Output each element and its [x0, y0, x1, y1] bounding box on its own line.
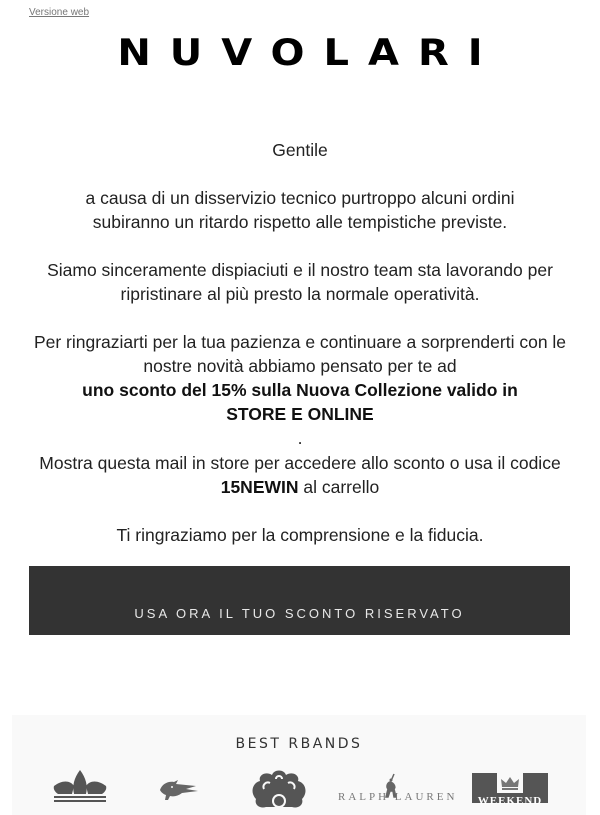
brand-logo[interactable]: NUVOLARI [117, 31, 502, 75]
lacoste-crocodile-icon [156, 778, 200, 802]
use-discount-button[interactable] [29, 566, 570, 635]
brand-lacoste[interactable] [156, 778, 200, 802]
code-end: al carrello [303, 477, 380, 497]
web-version-link[interactable]: Versione web [29, 7, 90, 18]
greeting: Gentile [272, 140, 328, 160]
adidas-trefoil-icon [50, 768, 110, 802]
paragraph-apology: Siamo sinceramente dispiaciuti e il nostro team sta lavorando per ripristinare al più presto la normale operatività. [47, 260, 553, 304]
brands-section [12, 715, 586, 815]
paragraph-delay: a causa di un disservizio tecnico purtroppo alcuni ordini subiranno un ritardo rispetto alle tempistiche previste. [85, 188, 515, 232]
brands-title: BEST RBANDS [235, 736, 363, 752]
brand-ralph-lauren[interactable] [338, 773, 458, 803]
paragraph-code [30, 451, 570, 499]
code-intro: Mostra questa mail in store per accedere allo sconto o usa il codice [39, 453, 561, 473]
weekend-wordmark: WEEKEND [477, 795, 543, 807]
brand-swirl[interactable] [246, 769, 312, 809]
discount-code: 15NEWIN [220, 477, 299, 497]
closing-text: Ti ringraziamo per la comprensione e la fiducia. [116, 525, 484, 545]
discount-period: . [297, 428, 303, 448]
swirl-sun-icon [246, 769, 312, 809]
discount-offer: uno sconto del 15% sulla Nuova Collezione valido in STORE E ONLINE [82, 380, 518, 424]
use-discount-label: USA ORA IL TUO SCONTO RISERVATO [134, 606, 465, 621]
ralph-lauren-wordmark: RALPH LAUREN [338, 791, 458, 803]
crown-icon [499, 775, 521, 791]
brand-adidas[interactable] [50, 768, 110, 802]
brand-weekend[interactable] [472, 773, 548, 807]
paragraph-discount [30, 330, 570, 450]
discount-intro: Per ringraziarti per la tua pazienza e continuare a sorprenderti con le nostre novità abbiamo pensato per te ad [33, 332, 567, 376]
